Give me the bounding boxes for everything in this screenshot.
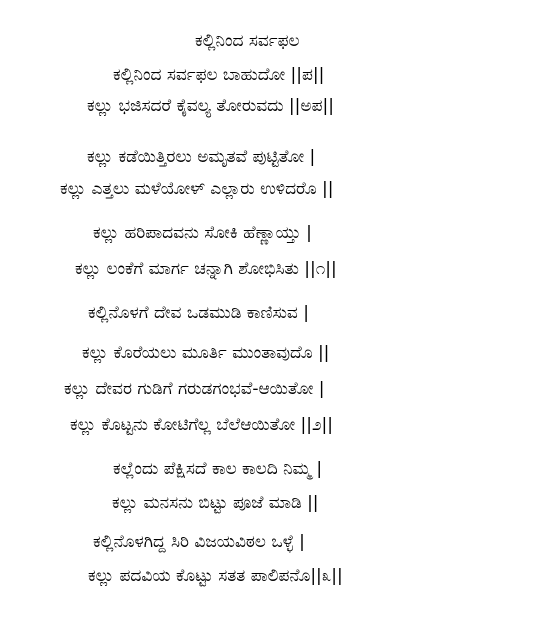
stanza-2-line-2: ಕಲ್ಲು ಕೊರೆಯಲು ಮೂರ್ತಿ ಮುಂತಾವುದೊ || [82, 343, 330, 363]
stanza-1-line-4: ಕಲ್ಲು ಲಂಕೆಗೆ ಮಾರ್ಗ ಚನ್ನಾಗಿ ಶೋಭಿಸಿತು ||೧|| [75, 259, 337, 279]
song-title: ಕಲ್ಲಿನಿಂದ ಸರ್ವಫಲ [195, 31, 300, 51]
stanza-2-line-4: ಕಲ್ಲು ಕೊಟ್ಟನು ಕೋಟಿಗೆಲ್ಲ ಬೆಲೆಆಯಿತೋ ||೨|| [70, 415, 333, 435]
stanza-3-line-3: ಕಲ್ಲಿನೊಳಗಿದ್ದ ಸಿರಿ ವಿಜಯವಿಠಲ ಒಳ್ಳೆ | [93, 532, 305, 552]
stanza-2-line-3: ಕಲ್ಲು ದೇವರ ಗುಡಿಗೆ ಗರುಡಗಂಭವೆ-ಆಯಿತೋ | [64, 379, 325, 399]
stanza-2-line-1: ಕಲ್ಲಿನೊಳಗೆ ದೇವ ಒಡಮುಡಿ ಕಾಣಿಸುವ | [88, 303, 309, 323]
pallavi-line-2: ಕಲ್ಲು ಭಜಿಸದರೆ ಕೈವಲ್ಯ ತೋರುವದು ||ಅಪ|| [87, 96, 334, 116]
stanza-1-line-1: ಕಲ್ಲು ಕಡೆಯಿತ್ತಿರಲು ಅಮೃತವೆ ಪುಟ್ಟಿತೋ | [87, 147, 316, 167]
stanza-3-line-4: ಕಲ್ಲು ಪದವಿಯ ಕೊಟ್ಟು ಸತತ ಪಾಲಿಪನೊ||೩|| [88, 566, 343, 586]
stanza-3-line-1: ಕಲ್ಲೆಂದು ಪೆಕ್ಷಿಸದೆ ಕಾಲ ಕಾಲದಿ ನಿಮ್ಮ | [113, 459, 323, 479]
stanza-1-line-2: ಕಲ್ಲು ಎತ್ತಲು ಮಳೆಯೋಳ್ ಎಲ್ಲಾರು ಉಳಿದರೊ || [60, 179, 334, 199]
stanza-3-line-2: ಕಲ್ಲು ಮನಸನು ಬಿಟ್ಟು ಪೂಜೆ ಮಾಡಿ || [112, 493, 319, 513]
pallavi-line-1: ಕಲ್ಲಿನಿಂದ ಸರ್ವಫಲ ಬಾಹುದೋ ||ಪ|| [113, 65, 325, 85]
stanza-1-line-3: ಕಲ್ಲು ಹರಿಪಾದವನು ಸೋಕಿ ಹೆಣ್ಣಾಯ್ತು | [93, 223, 312, 243]
